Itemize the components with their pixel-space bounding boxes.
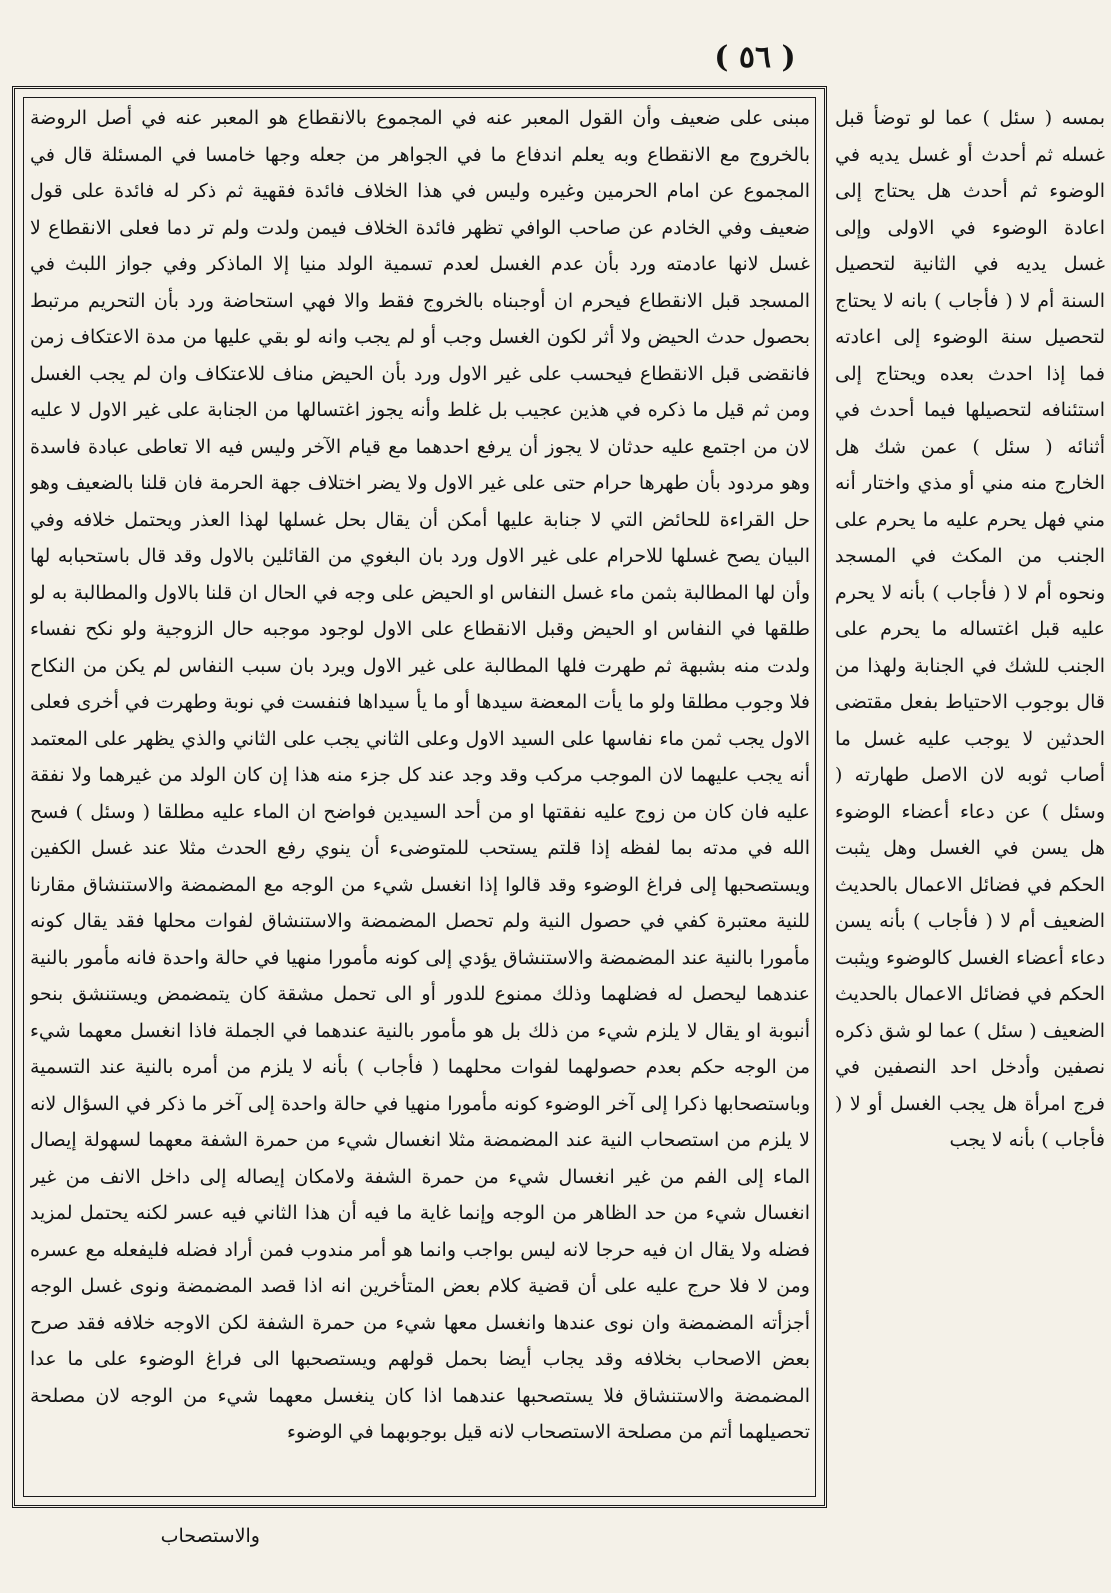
main-text-body: مبنى على ضعيف وأن القول المعبر عنه في المجموع بالانقطاع هو المعبر عنه في أصل الروضة بالخروج مع الانقطاع وبه يعلم اندفاع ما في الجواهر من جعله وجها خامسا في المسئلة قال في المجموع عن امام الحرمين وغيره وليس في هذا الخلاف فائدة فقهية ثم ذكر له فائدة على قول ضعيف وفي الخادم عن صاحب الوافي تظهر فائدة الخلاف فيمن ولدت ولم تر دما فعلى الانقطاع لا غسل لانها عادمته ورد بأن عدم الغسل لعدم تسمية الولد منيا إلا الماذكر وفي جواز اللبث في المسجد قبل الانقطاع فيحرم ان أوجبناه بالخروج فقط والا فهي استحاضة ورد بأن التحريم مرتبط بحصول حدث الحيض ولا أثر لكون الغسل وجب أو لم يجب وانه لو بقي عليها من مدة الاعتكاف زمن فانقضى قبل الانقطاع فيحسب على غير الاول ورد بأن الحيض مناف للاعتكاف وان لم يجب الغسل ومن ثم قيل ما ذكره في هذين عجيب بل غلط وأنه يجوز اغتسالها من الجنابة على غير الاول لا عليه لان من اجتمع عليه حدثان لا يجوز أن يرفع احدهما مع قيام الآخر وليس فيه الا تعاطى عبادة فاسدة وهو مردود بأن طهرها حرام حتى على غير الاول ولا يضر اختلاف جهة الحرمة فان قلنا بالضعيف وهو حل القراءة للحائض التي لا جنابة عليها أمكن أن يقال بحل غسلها لهذا العذر ويحتمل خلافه وفي البيان يصح غسلها للاحرام على غير الاول ورد بان البغوي من القائلين بالاول وقد قال باستحبابه لها وأن لها المطالبة بثمن ماء غسل النفاس او الحيض على وجه في الحال ان قلنا بالاول والمطالبة به لو طلقها في النفاس او الحيض وقبل الانقطاع على الاول لوجود موجبه حال الزوجية ولو نكح نفساء ولدت منه بشبهة ثم طهرت فلها المطالبة على غير الاول ويرد بان سبب النفاس لم يكن من النكاح فلا وجوب مطلقا ولو ما يأت المعضة سيدها أو ما يأ سيداها فنفست في نوبة وطهرت في أخرى فعلى الاول يجب ثمن ماء نفاسها على السيد الاول وعلى الثاني يجب على الثاني والذي يظهر على المعتمد أنه يجب عليهما لان الموجب مركب وقد وجد عند كل جزء منه هذا إن كان الولد من غيرهما ولا نفقة عليه فان كان من زوج عليه نفقتها او من أحد السيدين فواضح ان الماء عليه مطلقا ( وسئل ) فسح الله في مدته بما لفظه إذا قلتم يستحب للمتوضىء أن ينوي رفع الحدث مثلا عند غسل الكفين ويستصحبها إلى فراغ الوضوء وقد قالوا إذا انغسل شيء من الوجه مع المضمضة والاستنشاق مقارنا للنية معتبرة كفي في حصول النية ولم تحصل المضمضة والاستنشاق لفوات محلها فقد يقال كونه مأمورا بالنية عند المضمضة والاستنشاق يؤدي إلى كونه مأمورا منهيا في حالة واحدة فانه مأمور بالنية عندهما ليحصل له فضلهما وذلك ممنوع للدور أو الى تحمل مشقة كان يتمضمض ويستنشق بنحو أنبوبة او يقال لا يلزم شيء من ذلك بل هو مأمور بالنية عندهما في الجملة فاذا انغسل معهما شيء من الوجه حكم بعدم حصولهما لفوات محلهما ( فأجاب ) بأنه لا يلزم من أمره بالنية عند التسمية وباستصحابها ذكرا إلى آخر الوضوء كونه مأمورا منهيا في حالة واحدة إلى آخر ما ذكر في السؤال لانه لا يلزم من استصحاب النية عند المضمضة مثلا انغسال شيء من حمرة الشفة معهما لسهولة إيصال الماء إلى الفم من غير انغسال شيء من حمرة الشفة ولامكان إيصاله إلى داخل الانف من غير انغسال شيء من حد الظاهر من الوجه وإنما غاية ما فيه أن هذا الثاني فيه عسر لكنه يحتمل لمزيد فضله ولا يقال ان فيه حرجا لانه ليس بواجب وانما هو أمر مندوب فمن أراد فضله فليفعله مع عسره ومن لا فلا حرج عليه على أن قضية كلام بعض المتأخرين انه اذا قصد المضمضة ونوى غسل الوجه أجزأته المضمضة وان نوى عندها وانغسل معها شيء من حمرة الشفة لكن الاوجه خلافه فقد صرح بعض الاصحاب بخلافه وقد يجاب أيضا بحمل قولهم ويستصحبها الى فراغ الوضوء على ما عدا المضمضة والاستنشاق فلا يستصحبها عندهما اذا كان ينغسل معهما شيء من الوجه لان مصلحة تحصيلهما أتم من مصلحة الاستصحاب لانه قيل بوجوبهما في الوضوء xyxy=(30,107,810,1443)
main-text-column xyxy=(30,100,810,1500)
page-number: ( ٥٦ ) xyxy=(714,40,796,75)
catchword: والاستصحاب xyxy=(160,1525,260,1547)
margin-text-column xyxy=(835,100,1105,1500)
margin-text-body: بمسه ( سئل ) عما لو توضأ قبل غسله ثم أحدث أو غسل يديه في الوضوء ثم أحدث هل يحتاج إلى اعادة الوضوء في الاولى وإلى غسل يديه في الثانية لتحصيل السنة أم لا ( فأجاب ) بانه لا يحتاج لتحصيل سنة الوضوء إلى اعادته فما إذا احدث بعده ويحتاج إلى استئنافه لتحصيلها فيما أحدث في أثنائه ( سئل ) عمن شك هل الخارج منه مني أو مذي واختار أنه مني فهل يحرم عليه ما يحرم على الجنب من المكث في المسجد ونحوه أم لا ( فأجاب ) بأنه لا يحرم عليه قبل اغتساله ما يحرم على الجنب للشك في الجنابة ولهذا من قال بوجوب الاحتياط بفعل مقتضى الحدثين لا يوجب عليه غسل ما أصاب ثوبه لان الاصل طهارته ( وسئل ) عن دعاء أعضاء الوضوء هل يسن في الغسل وهل يثبت الحكم في فضائل الاعمال بالحديث الضعيف أم لا ( فأجاب ) بأنه يسن دعاء أعضاء الغسل كالوضوء ويثبت الحكم في فضائل الاعمال بالحديث الضعيف ( سئل ) عما لو شق ذكره نصفين وأدخل احد النصفين في فرج امرأة هل يجب الغسل أو لا ( فأجاب ) بأنه لا يجب xyxy=(835,107,1105,1151)
